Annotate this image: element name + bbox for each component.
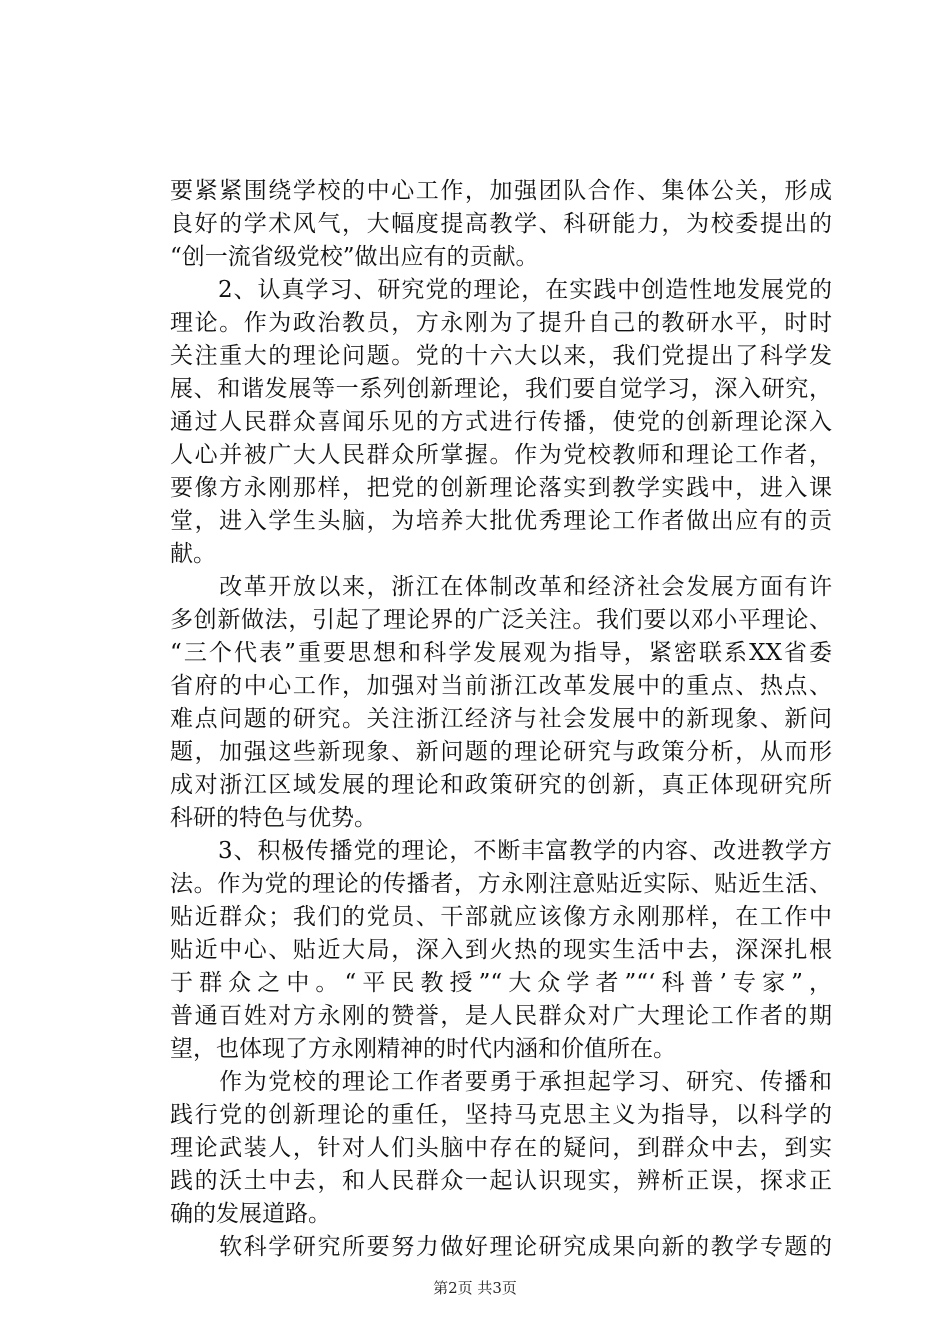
text-line: 践行党的创新理论的重任，坚持马克思主义为指导，以科学的 [170, 1102, 832, 1128]
text-line: 展、和谐发展等一系列创新理论，我们要自觉学习，深入研究， [170, 376, 832, 402]
text-line: 献。 [170, 541, 216, 567]
page-footer [0, 1278, 950, 1298]
text-line: “三个代表”重要思想和科学发展观为指导，紧密联系XX省委 [170, 640, 832, 666]
text-line: 作为党校的理论工作者要勇于承担起学习、研究、传播和 [170, 1069, 832, 1095]
text-line: “创一流省级党校”做出应有的贡献。 [170, 244, 539, 270]
text-line: 要像方永刚那样，把党的创新理论落实到教学实践中，进入课 [170, 475, 832, 501]
text-line: 贴近中心、贴近大局，深入到火热的现实生活中去，深深扎根 [170, 937, 832, 963]
text-line: 科研的特色与优势。 [170, 805, 377, 831]
body-text [170, 175, 832, 1264]
text-line: 理论武装人，针对人们头脑中存在的疑问，到群众中去，到实 [170, 1135, 832, 1161]
text-line: 2、认真学习、研究党的理论，在实践中创造性地发展党的 [170, 277, 832, 303]
text-line: 多创新做法，引起了理论界的广泛关注。我们要以邓小平理论、 [170, 607, 832, 633]
text-line: 确的发展道路。 [170, 1201, 331, 1227]
text-line: 理论。作为政治教员，方永刚为了提升自己的教研水平，时时 [170, 310, 832, 336]
text-line: 贴近群众；我们的党员、干部就应该像方永刚那样，在工作中 [170, 904, 832, 930]
text-line: 普通百姓对方永刚的赞誉，是人民群众对广大理论工作者的期 [170, 1003, 832, 1029]
text-line: 法。作为党的理论的传播者，方永刚注意贴近实际、贴近生活、 [170, 871, 832, 897]
text-line: 良好的学术风气，大幅度提高教学、科研能力，为校委提出的 [170, 211, 832, 237]
text-line: 堂，进入学生头脑，为培养大批优秀理论工作者做出应有的贡 [170, 508, 832, 534]
text-line: 人心并被广大人民群众所掌握。作为党校教师和理论工作者， [170, 442, 832, 468]
text-line: 难点问题的研究。关注浙江经济与社会发展中的新现象、新问 [170, 706, 832, 732]
text-line: 省府的中心工作，加强对当前浙江改革发展中的重点、热点、 [170, 673, 832, 699]
text-line: 望，也体现了方永刚精神的时代内涵和价值所在。 [170, 1036, 676, 1062]
text-line: 关注重大的理论问题。党的十六大以来，我们党提出了科学发 [170, 343, 832, 369]
page-number-label: 第2页 共3页 [433, 1279, 517, 1297]
text-line: 改革开放以来，浙江在体制改革和经济社会发展方面有许 [170, 574, 832, 600]
text-line: 成对浙江区域发展的理论和政策研究的创新，真正体现研究所 [170, 772, 832, 798]
text-line: 题，加强这些新现象、新问题的理论研究与政策分析，从而形 [170, 739, 832, 765]
text-line: 软科学研究所要努力做好理论研究成果向新的教学专题的 [170, 1234, 832, 1260]
text-line: 通过人民群众喜闻乐见的方式进行传播，使党的创新理论深入 [170, 409, 832, 435]
text-line: 于群众之中。“平民教授”“大众学者”“‘科普’专家”， [170, 970, 832, 996]
text-line: 3、积极传播党的理论，不断丰富教学的内容、改进教学方 [170, 838, 832, 864]
text-line: 要紧紧围绕学校的中心工作，加强团队合作、集体公关，形成 [170, 178, 832, 204]
text-line: 践的沃土中去，和人民群众一起认识现实，辨析正误，探求正 [170, 1168, 832, 1194]
